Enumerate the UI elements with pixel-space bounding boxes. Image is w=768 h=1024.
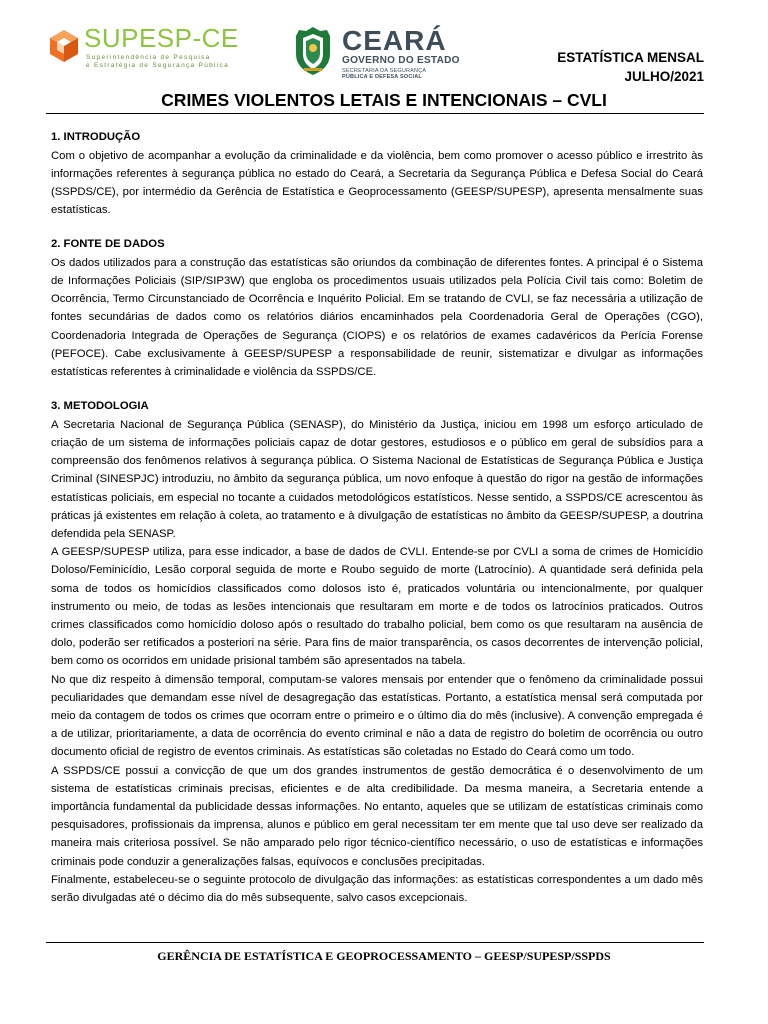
supesp-cube-icon [46, 28, 82, 64]
paragraph: No que diz respeito à dimensão temporal, computam-se valores mensais por entender que o fenômeno da criminalidade possui peculiaridades que demandam esse nível de desagregação das estatísticas. Portanto, a estatística mensal será computada por meio da contagem de todos os crimes que ocorram entre o primeiro e o último dia do mês (inclusive). A convenção empregada é a de utilizar, prioritariamente, a data de ocorrência do evento criminal e não a data de registro do boletim de ocorrência ou outro documento oficial de registro de eventos criminais. As estatísticas são coletadas no Estado do Ceará como um todo. [51, 673, 703, 759]
document-body [51, 129, 703, 924]
report-type: ESTATÍSTICA MENSAL [557, 50, 704, 65]
paragraph: A SSPDS/CE possui a convicção de que um dos grandes instrumentos de gestão democrática é o desenvolvimento de um sistema de estatísticas criminais precisas, eficientes e de alta credibilidade. Da mesma maneira, a Secretaria entende a importância fundamental da publicidade dessas informações. No entanto, aqueles que se utilizam de estatísticas criminais como pesquisadores, profissionais da imprensa, alunos e público em geral necessitam ter em mente que tal uso deve ser realizado da maneira mais criteriosa possível. Se não amparado pelo rigor técnico-científico necessário, o uso de estatísticas e informações criminais pode conduzir a generalizações falsas, equívocos e conclusões precipitadas. [51, 764, 703, 868]
paragraph: Finalmente, estabeleceu-se o seguinte protocolo de divulgação das informações: as estatísticas correspondentes a um dado mês serão divulgadas até o décimo dia do mês subsequente, salvo casos excepcionais. [51, 873, 703, 905]
section-heading: 1. INTRODUÇÃO [51, 131, 141, 143]
ceara-logo-state: CEARÁ [342, 25, 447, 56]
page-header [0, 0, 768, 90]
report-period: JULHO/2021 [624, 69, 704, 84]
ceara-government-logo [292, 26, 482, 84]
title-divider [46, 113, 704, 114]
footer-divider [46, 942, 704, 943]
paragraph: Os dados utilizados para a construção das estatísticas são oriundos da combinação de diferentes fontes. A principal é o Sistema de Informações Policiais (SIP/SIP3W) que engloba os procedimentos usuais utilizados pela Polícia Civil tais como: Boletim de Ocorrência, Termo Circunstanciado de Ocorrência e Inquérito Policial. Em se tratando de CVLI, se faz necessária a utilização de fontes secundárias de dados como os relatórios diários encaminhados pela Coordenadoria Geral de Operações (CGO), Coordenadoria Integrada de Operações de Segurança (CIOPS) e os relatórios de exames cadavéricos da Perícia Forense (PEFOCE). Cabe exclusivamente à GEESP/SUPESP a responsabilidade de reunir, sistematizar e divulgar as informações estatísticas referentes à criminalidade e violência da SSPDS/CE. [51, 256, 703, 379]
section-metodologia [51, 398, 703, 907]
supesp-logo-name: SUPESP-CE [84, 23, 239, 53]
section-fonte-de-dados [51, 236, 703, 381]
report-info [557, 48, 704, 86]
paragraph: A Secretaria Nacional de Segurança Pública (SENASP), do Ministério da Justiça, iniciou em 1998 um esforço articulado de criação de um sistema de informações policiais capaz de dotar gestores, estudiosos e o público em geral de subsídios para a compreensão dos fenômenos relativos à segurança pública. O Sistema Nacional de Estatísticas de Segurança Pública e Justiça Criminal (SINESPJC) introduziu, no âmbito da segurança pública, um novo enfoque à questão do rigor na gestão de informações estatísticas policiais, em especial no tocante a cuidados metodológicos estatísticos. Nesse sentido, a SSPDS/CE acrescentou às práticas já existentes em relação à coleta, ao tratamento e à divulgação de estatísticas no âmbito da GEESP/SUPESP, a doutrina defendida pela SENASP. [51, 418, 703, 540]
paragraph: Com o objetivo de acompanhar a evolução da criminalidade e da violência, bem como promover o acesso público e irrestrito às informações referentes à segurança pública no estado do Ceará, a Secretaria da Segurança Pública e Defesa Social do Ceará (SSPDS/CE), por intermédio da Gerência de Estatística e Geoprocessamento (GEESP/SUPESP), apresenta mensalmente suas estatísticas. [51, 149, 703, 217]
ceara-logo-government: GOVERNO DO ESTADO [342, 55, 460, 66]
section-heading: 3. METODOLOGIA [51, 400, 149, 413]
ceara-logo-secretariat-2: PÚBLICA E DEFESA SOCIAL [342, 74, 422, 80]
document-title: CRIMES VIOLENTOS LETAIS E INTENCIONAIS – CVLI [161, 90, 607, 110]
supesp-logo-subtitle-2: e Estratégia de Segurança Pública [86, 62, 229, 69]
supesp-logo [46, 24, 246, 72]
paragraph: A GEESP/SUPESP utiliza, para esse indicador, a base de dados de CVLI. Entende-se por CVLI a soma de crimes de Homicídio Doloso/Feminicídio, Lesão corporal seguida de morte e Roubo seguido de morte (Latrocínio). A quantidade será definida pela soma de todos os homicídios classificados como dolosos isto é, praticados voluntária ou intencionalmente, por qualquer instrumento ou meio, de todas as lesões intencionais que resultaram em morte e de todos os latrocínios praticados. Outros crimes classificados como homicídio doloso após o resultado do trabalho policial, bem como os que resultaram na ausência de dolo, poderão ser retificados a posteriori na série. Para fins de maior transparência, os casos decorrentes de intervenção policial, bem como os ocorridos em unidade prisional também são apresentados na tabela. [51, 546, 703, 668]
ceara-crest-icon [292, 26, 334, 76]
supesp-logo-subtitle-1: Superintendência de Pesquisa [86, 54, 211, 61]
section-introducao [51, 129, 703, 219]
section-heading: 2. FONTE DE DADOS [51, 238, 165, 251]
ceara-logo-secretariat-1: SECRETARIA DA SEGURANÇA [342, 68, 427, 74]
page-footer: GERÊNCIA DE ESTATÍSTICA E GEOPROCESSAMENTO – GEESP/SUPESP/SSPDS [157, 949, 611, 963]
